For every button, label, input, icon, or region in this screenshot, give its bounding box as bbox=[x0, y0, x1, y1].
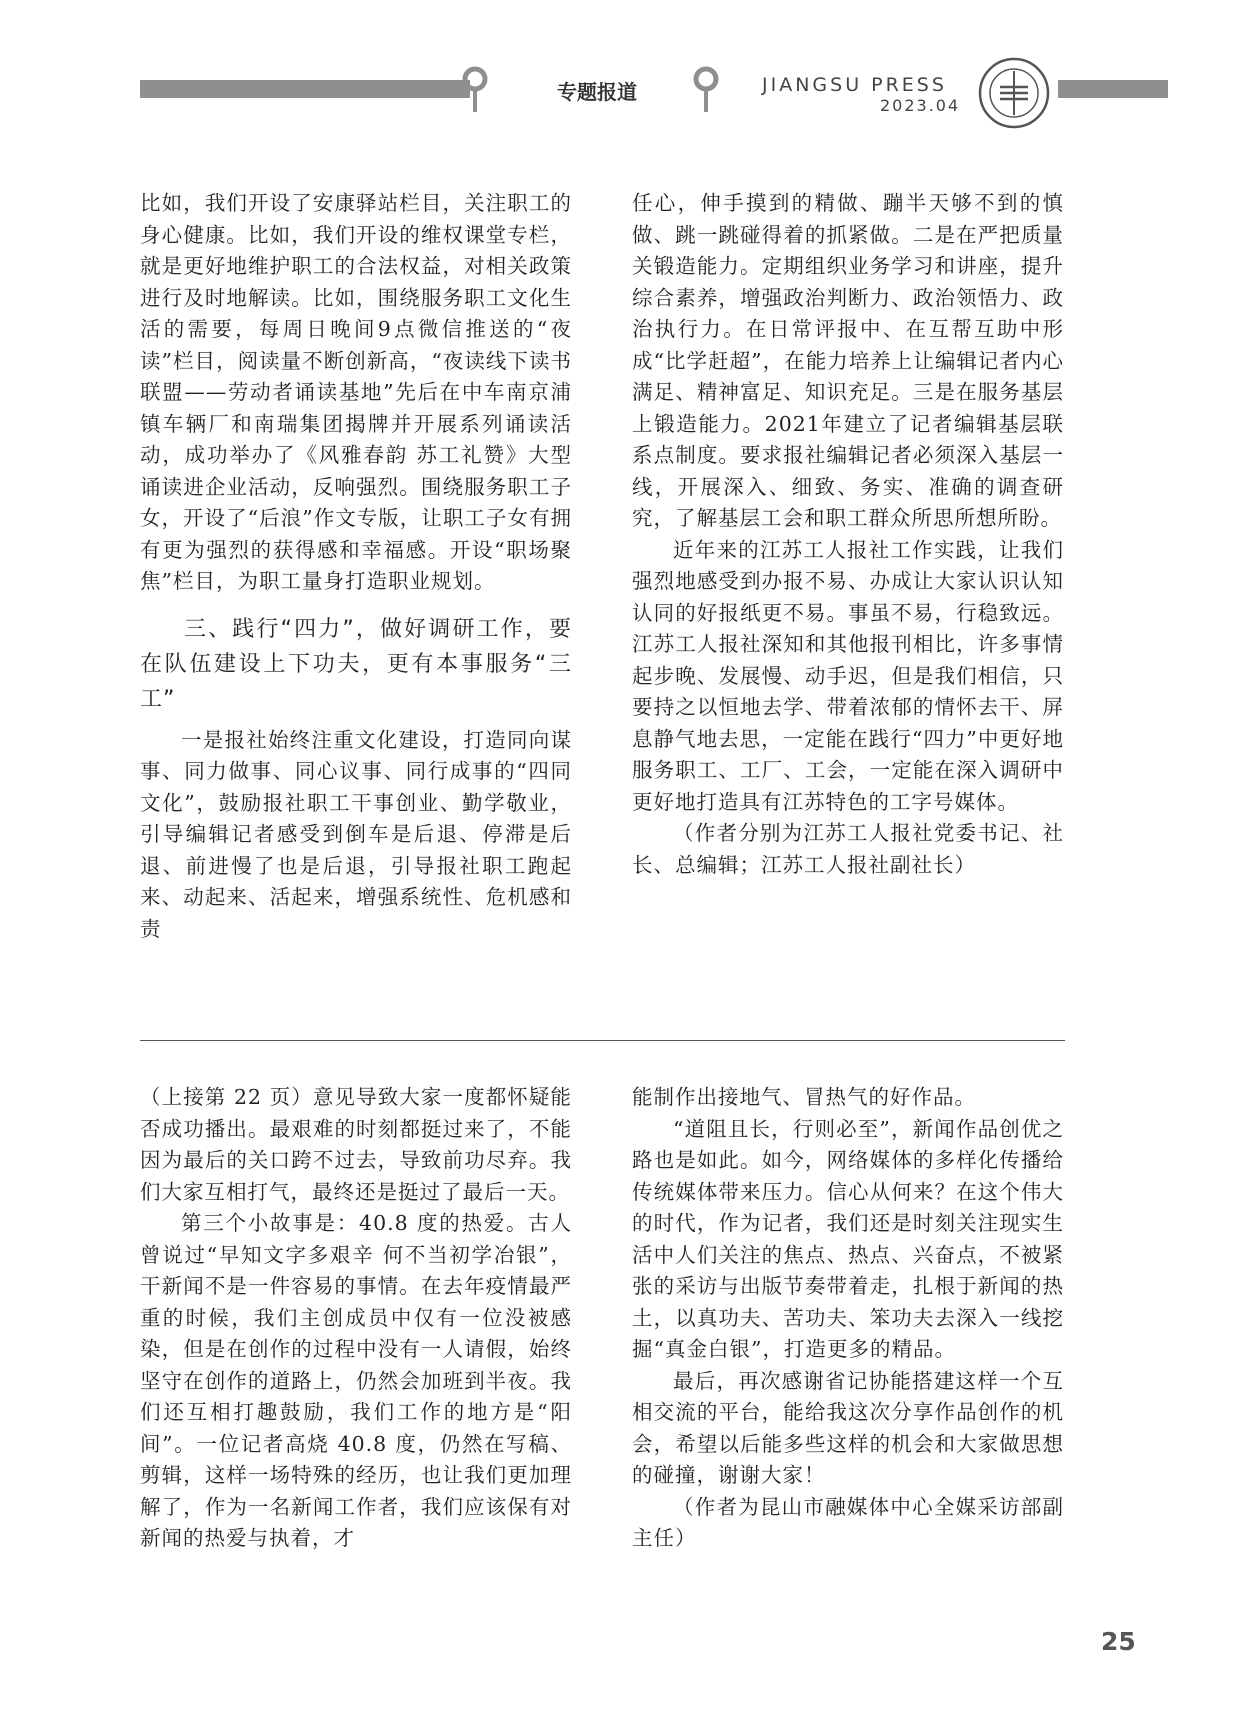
paragraph: 比如，我们开设了安康驿站栏目，关注职工的身心健康。比如，我们开设的维权课堂专栏，就是更好地维护职工的合法权益，对相关政策进行及时地解读。比如，围绕服务职工文化生活的需要，每周日晚间9点微信推送的“夜读”栏目，阅读量不断创新高，“夜读线下读书联盟——劳动者诵读基地”先后在中车南京浦镇车辆厂和南瑞集团揭牌并开展系列诵读活动，成功举办了《风雅春韵 苏工礼赞》大型诵读进企业活动，反响强烈。围绕服务职工子女，开设了“后浪”作文专版，让职工子女有拥有更为强烈的获得感和幸福感。开设“职场聚焦”栏目，为职工量身打造职业规划。 bbox=[140, 191, 572, 593]
paragraph: 一是报社始终注重文化建设，打造同向谋事、同力做事、同心议事、同行成事的“四同文化”，鼓励报社职工干事创业、勤学敬业，引导编辑记者感受到倒车是后退、停滞是后退、前进慢了也是后退，引导报社职工跑起来、动起来、活起来，增强系统性、危机感和责 bbox=[140, 727, 572, 941]
page-number: 25 bbox=[1101, 1627, 1136, 1656]
paragraph: “道阻且长，行则必至”，新闻作品创优之路也是如此。如今，网络媒体的多样化传播给传统媒体带来压力。信心从何来？在这个伟大的时代，作为记者，我们还是时刻关注现实生活中人们关注的焦点、热点、兴奋点，不被紧张的采访与出版节奏带着走，扎根于新闻的热土，以真功夫、苦功夫、笨功夫去深入一线挖掘“真金白银”，打造更多的精品。 bbox=[632, 1116, 1064, 1361]
press-name: JIANGSU PRESS bbox=[762, 74, 947, 96]
article-column-top-right bbox=[632, 188, 1064, 881]
paragraph: 能制作出接地气、冒热气的好作品。 bbox=[632, 1085, 976, 1109]
header-bar-left bbox=[140, 80, 470, 98]
paragraph: （上接第 22 页）意见导致大家一度都怀疑能否成功播出。最艰难的时刻都挺过来了，不能因为最后的关口跨不过去，导致前功尽弃。我们大家互相打气，最终还是挺过了最后一天。 bbox=[140, 1085, 572, 1204]
paragraph: 第三个小故事是：40.8 度的热爱。古人曾说过“早知文字多艰辛 何不当初学冶银”，干新闻不是一件容易的事情。在去年疫情最严重的时候，我们主创成员中仅有一位没被感染，但是在创作的过程中没有一人请假，始终坚守在创作的道路上，仍然会加班到半夜。我们还互相打趣鼓励，我们工作的地方是“阳间”。一位记者高烧 40.8 度，仍然在写稿、剪辑，这样一场特殊的经历，也让我们更加理解了，作为一名新闻工作者，我们应该保有对新闻的热爱与执着，才 bbox=[140, 1211, 572, 1550]
article-column-bottom-left bbox=[140, 1082, 572, 1555]
header-bar-right bbox=[1058, 80, 1168, 98]
article-divider bbox=[140, 1040, 1065, 1041]
location-pin-icon bbox=[462, 66, 488, 114]
journalist-association-seal-icon bbox=[978, 57, 1050, 129]
article-column-top-left bbox=[140, 188, 572, 945]
paragraph: 最后，再次感谢省记协能搭建这样一个互相交流的平台，能给我这次分享作品创作的机会，希望以后能多些这样的机会和大家做思想的碰撞，谢谢大家！ bbox=[632, 1368, 1064, 1487]
article-column-bottom-right bbox=[632, 1082, 1064, 1555]
section-subheading: 三、践行“四力”，做好调研工作，要在队伍建设上下功夫，更有本事服务“三工” bbox=[140, 616, 572, 712]
paragraph: 任心，伸手摸到的精做、蹦半天够不到的慎做、跳一跳碰得着的抓紧做。二是在严把质量关锻造能力。定期组织业务学习和讲座，提升综合素养，增强政治判断力、政治领悟力、政治执行力。在日常评报中、在互帮互助中形成“比学赶超”，在能力培养上让编辑记者内心满足、精神富足、知识充足。三是在服务基层上锻造能力。2021年建立了记者编辑基层联系点制度。要求报社编辑记者必须深入基层一线，开展深入、细致、务实、准确的调查研究，了解基层工会和职工群众所思所想所盼。 bbox=[632, 191, 1064, 530]
location-pin-icon bbox=[693, 66, 719, 114]
section-title: 专题报道 bbox=[557, 80, 637, 104]
issue-number: 2023.04 bbox=[880, 96, 961, 115]
author-note: （作者为昆山市融媒体中心全媒采访部副主任） bbox=[632, 1494, 1064, 1550]
author-note: （作者分别为江苏工人报社党委书记、社长、总编辑；江苏工人报社副社长） bbox=[632, 821, 1064, 877]
paragraph: 近年来的江苏工人报社工作实践，让我们强烈地感受到办报不易、办成让大家认识认知认同的好报纸更不易。事虽不易，行稳致远。江苏工人报社深知和其他报刊相比，许多事情起步晚、发展慢、动手迟，但是我们相信，只要持之以恒地去学、带着浓郁的情怀去干、屏息静气地去思，一定能在践行“四力”中更好地服务职工、工厂、工会，一定能在深入调研中更好地打造具有江苏特色的工字号媒体。 bbox=[632, 537, 1064, 814]
